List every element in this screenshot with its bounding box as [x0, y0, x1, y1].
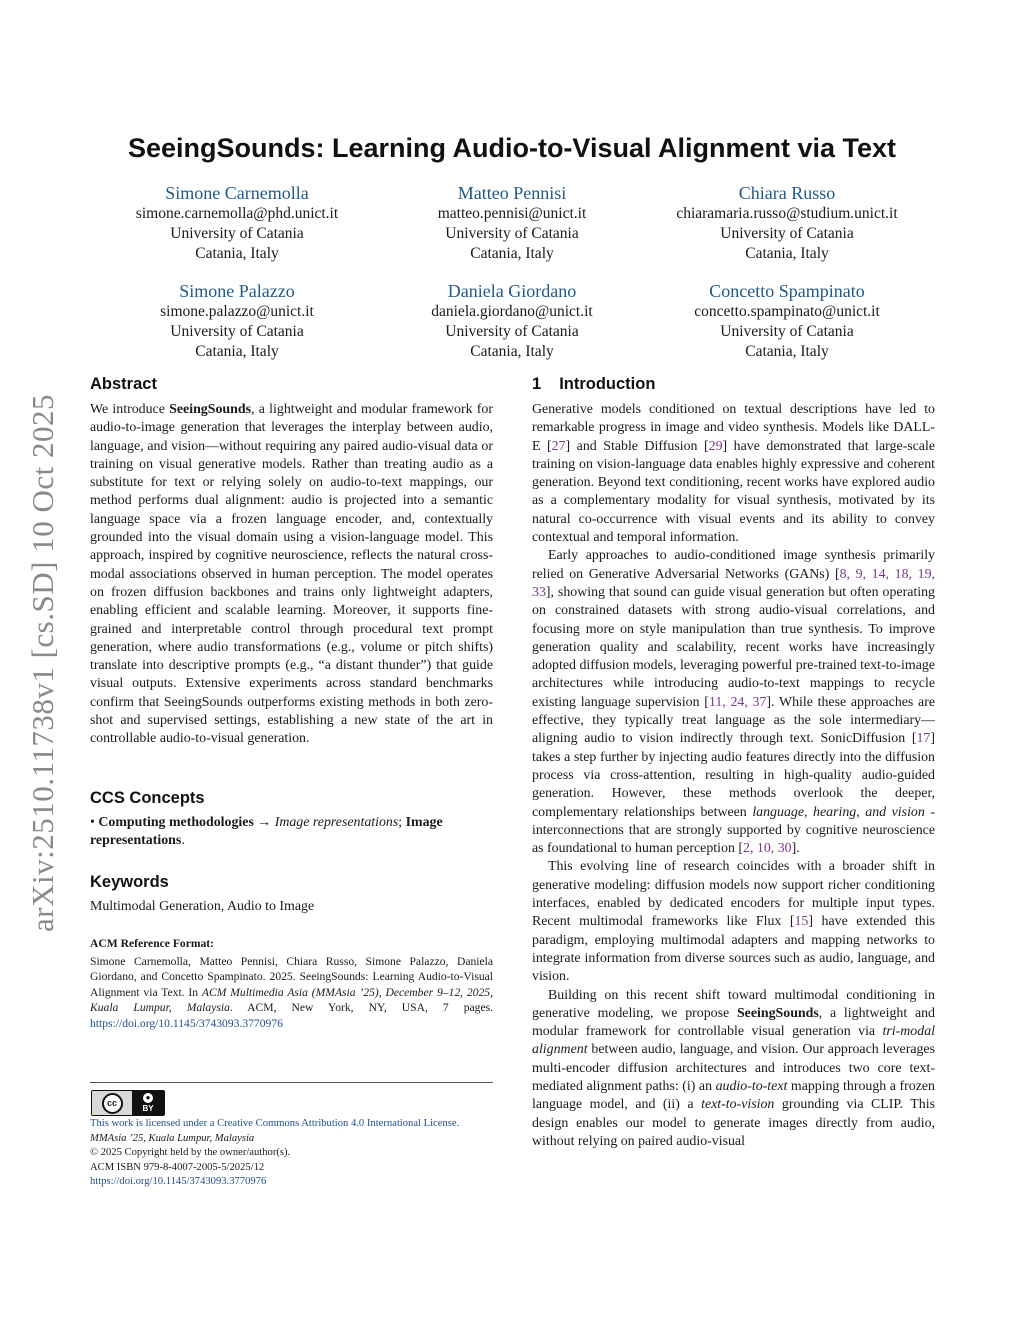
license-block: [90, 1117, 500, 1190]
author-email: chiaramaria.russo@studium.unict.it: [676, 205, 898, 222]
author-block: [87, 280, 387, 362]
author-name[interactable]: Daniela Giordano: [447, 281, 577, 301]
cc-by-license-badge[interactable]: [91, 1090, 165, 1116]
citation-link[interactable]: 29: [708, 438, 723, 454]
citation-link[interactable]: 15: [794, 914, 809, 930]
ccs-concept2: Image representations: [90, 815, 443, 849]
citation-link[interactable]: 2, 10, 30: [743, 841, 792, 857]
person-icon: ●: [143, 1093, 153, 1103]
author-email: daniela.giordano@unict.it: [431, 303, 593, 320]
author-name[interactable]: Matteo Pennisi: [457, 183, 567, 203]
ccs-heading: CCS Concepts: [90, 789, 205, 807]
ccs-sep: ;: [398, 815, 406, 830]
cc-icon: [92, 1091, 132, 1115]
intro-paragraph-2: Early approaches to audio-conditioned image synthesis primarily relied on Generative Adversarial Networks (GANs) [8, 9, 14, 18, 19, 33], showing that sound can guide visual generation but often operating on constrained datasets with strong audio-visual correlations, and focusing more on style manipulation than true synthesis. To improve generation quality and scalability, recent works have increasingly adopted diffusion models, leveraging powerful pre-trained text-to-image architectures while introducing audio-to-text mappings to recycle existing language supervision [11, 24, 37]. While these approaches are effective, they typically treat language as the sole intermediary—aligning audio to vision indirectly through text. SonicDiffusion [17] takes a step further by injecting audio features directly into the diffusion process via cross-attention, resulting in high-quality audio-guided generation. However, these methods overlook the deeper, complementary relationships between language, hearing, and vision - interconnections that are strongly supported by cognitive neuroscience as foundational to human perception [2, 10, 30].: [532, 548, 936, 857]
keywords-heading: Keywords: [90, 873, 169, 891]
author-location: Catania, Italy: [745, 245, 829, 262]
intro-paragraph-4: Building on this recent shift toward multimodal conditioning in generative modeling, we propose SeeingSounds, a lightweight and modular framework for controllable visual generation via tri-modal alignment between audio, language, and vision. Our approach leverages multi-encoder diffusion architectures and introduces two core text-mediated alignment paths: (i) an audio-to-text mapping through a frozen language model, and (ii) a text-to-vision grounding via CLIP. This design enables our model to generate images directly from audio, without relying on paired audio-visual: [532, 987, 936, 1149]
author-affiliation: University of Catania: [445, 225, 579, 242]
abstract-text: [90, 401, 493, 749]
acm-ref-t1: Simone Carnemolla, Matteo Pennisi, Chiara Russo, Simone Palazzo, Daniela Giordano, and Concetto Spampinato. 2025. SeeingSounds: Learning Audio-to-Visual Alignment via Text. In: [90, 955, 493, 999]
license-link[interactable]: This work is licensed under a Creative Commons Attribution 4.0 International License.: [90, 1118, 460, 1129]
author-affiliation: University of Catania: [445, 323, 579, 340]
author-block: [362, 280, 662, 362]
abstract-model-name: SeeingSounds: [169, 402, 251, 417]
acm-ref-text: [90, 954, 493, 1031]
keywords-list: Multimodal Generation, Audio to Image: [90, 899, 315, 914]
acm-ref-t2: . ACM, New York, NY, USA, 7 pages.: [229, 1001, 493, 1015]
footnote-divider: [90, 1082, 493, 1083]
intro-heading: [532, 375, 655, 394]
license-doi-link[interactable]: https://doi.org/10.1145/3743093.3770976: [90, 1176, 267, 1187]
author-name[interactable]: Concetto Spampinato: [709, 281, 865, 301]
paper-title: SeeingSounds: Learning Audio-to-Visual Alignment via Text: [127, 133, 897, 163]
acm-ref-doi-link[interactable]: https://doi.org/10.1145/3743093.3770976: [90, 1016, 283, 1030]
keywords-text: [90, 898, 493, 916]
author-email: matteo.pennisi@unict.it: [437, 205, 587, 222]
citation-link[interactable]: 17: [916, 731, 931, 747]
intro-heading-number: 1: [532, 375, 542, 393]
author-location: Catania, Italy: [195, 343, 279, 360]
author-block: [637, 280, 937, 362]
author-affiliation: University of Catania: [720, 225, 854, 242]
cc-icon-label: cc: [102, 1093, 123, 1114]
by-icon: [132, 1091, 164, 1115]
by-label: BY: [142, 1104, 154, 1113]
author-email: concetto.spampinato@unict.it: [694, 303, 880, 320]
author-location: Catania, Italy: [470, 245, 554, 262]
author-affiliation: University of Catania: [170, 323, 304, 340]
abstract-lead: We introduce: [90, 402, 170, 417]
ccs-bullet: •: [90, 815, 99, 830]
abstract-heading: Abstract: [90, 375, 157, 393]
ccs-sub: Image representations: [274, 815, 399, 830]
author-block: [637, 182, 937, 264]
author-name[interactable]: Simone Palazzo: [179, 281, 295, 301]
intro-paragraph-3: This evolving line of research coincides with a broader shift in generative modeling: diffusion models now support richer conditioning interfaces, enabled by dedicated encoders for multiple input types. Recent multimodal frameworks like Flux [15] have extended this paradigm, employing multimodal adapters and mapping networks to integrate information from diverse sources such as audio, language, and vision.: [532, 859, 935, 985]
author-name[interactable]: Simone Carnemolla: [165, 183, 309, 203]
acm-ref-heading: ACM Reference Format:: [90, 937, 215, 950]
ccs-end: .: [181, 833, 185, 849]
author-block: [87, 182, 387, 264]
author-affiliation: University of Catania: [170, 225, 304, 242]
arxiv-stamp: [8, 373, 78, 953]
author-affiliation: University of Catania: [720, 323, 854, 340]
author-location: Catania, Italy: [745, 343, 829, 360]
citation-link[interactable]: 27: [551, 438, 566, 454]
license-isbn: ACM ISBN 979-8-4007-2005-5/2025/12: [90, 1161, 265, 1173]
citation-link[interactable]: 11, 24, 37: [708, 694, 767, 710]
acm-ref-venue: ACM Multimedia Asia (MMAsia ’25), December 9–12, 2025, Kuala Lumpur, Malaysia: [90, 985, 493, 1015]
intro-text: [532, 401, 935, 1151]
author-location: Catania, Italy: [470, 343, 554, 360]
ccs-concept: Computing methodologies: [98, 815, 254, 830]
author-location: Catania, Italy: [195, 245, 279, 262]
author-name[interactable]: Chiara Russo: [738, 183, 836, 203]
citation-link[interactable]: 8, 9, 14, 18, 19, 33: [532, 566, 935, 600]
model-name: SeeingSounds: [736, 1005, 819, 1021]
author-block: [362, 182, 662, 264]
author-email: simone.carnemolla@phd.unict.it: [135, 205, 339, 222]
intro-heading-text: Introduction: [559, 375, 656, 393]
arxiv-stamp-text: arXiv:2510.11738v1 [cs.SD] 10 Oct 2025: [25, 394, 60, 932]
abstract-body: , a lightweight and modular framework for audio-to-image generation that leverages the interplay between audio, language, and vision—without requiring any paired audio-visual data or training on visual generative models. Rather than treating audio as a substitute for text or relying solely on audio-to-text mappings, our method performs dual alignment: audio is projected into a semantic language space via a frozen language encoder, and, contextually grounded into the visual domain using a vision-language model. This approach, inspired by cognitive neuroscience, reflects the natural cross-modal associations observed in human perception. The model operates on frozen diffusion backbones and trains only lightweight adapters, enabling efficient and scalable learning. Moreover, it supports fine-grained and interpretable control through procedural text prompt generation, where audio transformations (e.g., volume or pitch shifts) translate into descriptive prompts (e.g., “a distant thunder”) that guide visual outputs. Extensive experiments across standard benchmarks confirm that SeeingSounds outperforms existing methods in both zero-shot and supervised settings, establishing a new state of the art in controllable audio-to-visual generation.: [90, 402, 493, 747]
license-venue: MMAsia ’25, Kuala Lumpur, Malaysia: [90, 1132, 255, 1144]
author-email: simone.palazzo@unict.it: [160, 303, 314, 320]
license-copyright: © 2025 Copyright held by the owner/author(s).: [90, 1147, 291, 1158]
intro-paragraph-1: Generative models conditioned on textual descriptions have led to remarkable progress in image and video synthesis. Models like DALL-E [27] and Stable Diffusion [29] have demonstrated that large-scale training on vision-language data enables highly expressive and coherent generation. Beyond text conditioning, recent works have explored audio as a complementary modality for visual synthesis, motivated by its natural co-occurrence with visual events and its ability to convey contextual and temporal information.: [532, 402, 935, 546]
ccs-arrow: →: [253, 815, 275, 830]
ccs-text: [90, 814, 495, 851]
